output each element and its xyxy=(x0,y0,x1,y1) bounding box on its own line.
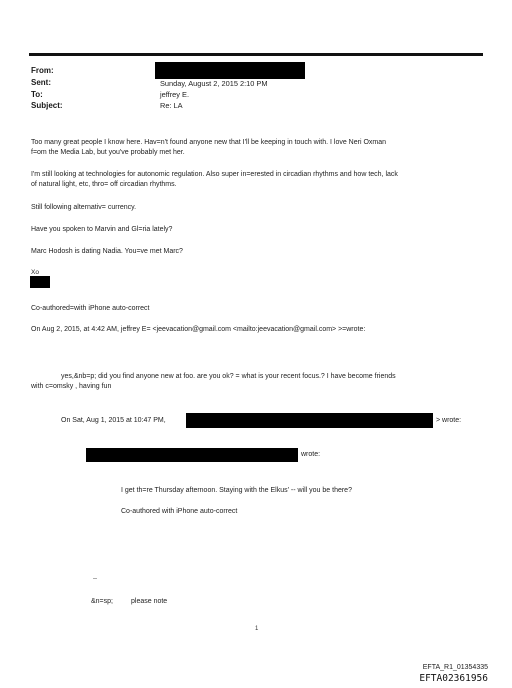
body-paragraph-1-line-2: f=om the Media Lab, but you've probably met her. xyxy=(31,149,185,156)
to-label: To: xyxy=(31,90,43,99)
sender-redaction-2 xyxy=(86,448,298,462)
body-paragraph-2-line-2: of natural light, etc, thro= off circadian rhythms. xyxy=(31,181,177,188)
body-paragraph-2-line-1: I'm still looking at technologies for autonomic regulation. Also super in=erested in circadian rhythms and how tech, lack xyxy=(31,171,398,178)
sat-quote-suffix: > wrote: xyxy=(436,417,462,424)
sender-redaction xyxy=(186,413,433,428)
from-redaction xyxy=(155,62,305,79)
coauthored-line-1: Co-authored=with iPhone auto-correct xyxy=(31,305,150,312)
bates-number-2: EFTA02361956 xyxy=(419,673,488,684)
reply-line-2: with c=omsky , having fun xyxy=(31,383,112,390)
body-paragraph-5: Marc Hodosh is dating Nadia. You=ve met Marc? xyxy=(31,248,183,255)
nbsp-artifact: &n=sp; xyxy=(91,598,113,605)
sent-value: Sunday, August 2, 2015 2:10 PM xyxy=(160,79,268,88)
reply-line-1: yes,&nb=p; did you find anyone new at foo. are you ok? = what is your recent focus.? I have become friends xyxy=(61,373,396,380)
coauthored-line-2: Co-authored with iPhone auto-correct xyxy=(121,508,238,515)
bates-number-1: EFTA_R1_01354335 xyxy=(422,664,488,671)
subject-value: Re: LA xyxy=(160,101,183,110)
wrote-label: wrote: xyxy=(301,451,321,458)
sat-quote-prefix: On Sat, Aug 1, 2015 at 10:47 PM, xyxy=(61,417,166,424)
from-label: From: xyxy=(31,66,54,75)
to-value: jeffrey E. xyxy=(160,90,190,99)
signature-dash: -- xyxy=(93,576,97,582)
signoff-xo: Xo xyxy=(31,269,39,276)
body-paragraph-4: Have you spoken to Marvin and Gl=ria lately? xyxy=(31,226,173,233)
body-paragraph-1-line-1: Too many great people I know here. Hav=n't found anyone new that I'll be keeping in touch with. I love Neri Oxman xyxy=(31,139,387,146)
header-rule xyxy=(29,53,483,56)
body-paragraph-3: Still following alternativ= currency. xyxy=(31,204,137,211)
sent-label: Sent: xyxy=(31,78,51,87)
page-number: 1 xyxy=(255,626,259,632)
quoted-message-header: On Aug 2, 2015, at 4:42 AM, jeffrey E= <jeevacation@gmail.com <mailto:jeevacation@gmail.com> >=wrote: xyxy=(31,326,366,333)
please-note: please note xyxy=(131,598,168,605)
arrival-message: I get th=re Thursday afternoon. Staying with the Elkus' -- will you be there? xyxy=(121,487,352,494)
subject-label: Subject: xyxy=(31,101,63,110)
signature-redaction xyxy=(30,276,50,288)
